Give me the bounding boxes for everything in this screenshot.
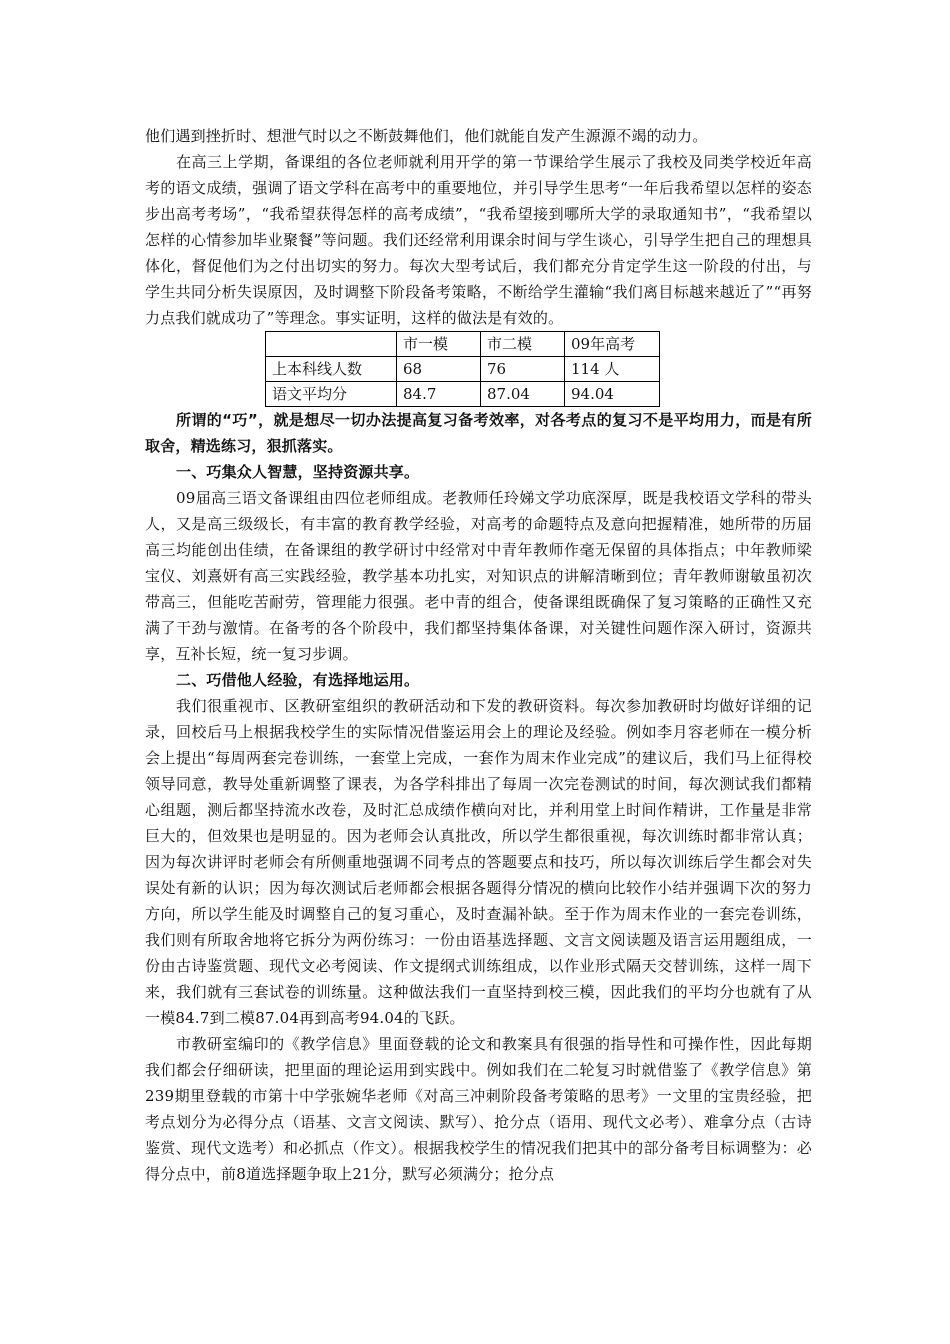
- table-cell: 上本科线人数: [266, 357, 397, 382]
- paragraph-1: 他们遇到挫折时、想泄气时以之不断鼓舞他们，他们就能自发产生源源不竭的动力。: [145, 127, 708, 145]
- table-row: [266, 382, 660, 407]
- paragraph-3: 09届高三语文备课组由四位老师组成。老教师任玲娣文学功底深厚，既是我校语文学科的带头人，又是高三级级长，有丰富的教育教学经验，对高考的命题特点及意向把握精准，她所带的历届高三均能创出佳绩，在备课组的教学研讨中经常对中青年教师作毫无保留的具体指点；中年教师梁宝仪、刘熹妍有高三实践经验，教学基本功扎实，对知识点的讲解清晰到位；青年教师谢敏虽初次带高三，但能吃苦耐劳，管理能力很强。老中青的组合，使备课组既确保了复习策略的正确性又充满了干劲与激情。在备考的各个阶段中，我们都坚持集体备课，对关键性问题作深入研讨，资源共享，互补长短，统一复习步调。: [145, 489, 812, 663]
- section-heading-2: 二、巧借他人经验，有选择地运用。: [176, 671, 420, 689]
- table-header-cell: 市二模: [481, 332, 565, 357]
- table-cell: 114 人: [565, 357, 660, 382]
- table-row: [266, 357, 660, 382]
- paragraph-4: 我们很重视市、区教研室组织的教研活动和下发的教研资料。每次参加教研时均做好详细的记录，回校后马上根据我校学生的实际情况借鉴运用会上的理论及经验。例如李月容老师在一模分析会上提出“每周两套完卷训练，一套堂上完成，一套作为周末作业完成”的建议后，我们马上征得校领导同意，教导处重新调整了课表，为各学科排出了每周一次完卷测试的时间，每次测试我们都精心组题，测后都坚持流水改卷，及时汇总成绩作横向对比，并利用堂上时间作精讲，工作量是非常巨大的，但效果也是明显的。因为老师会认真批改，所以学生都很重视，每次训练时都非常认真；因为每次讲评时老师会有所侧重地强调不同考点的答题要点和技巧，所以每次训练后学生都会对失误处有新的认识；因为每次测试后老师都会根据各题得分情况的横向比较作小结并强调下次的努力方向，所以学生能及时调整自己的复习重心，及时查漏补缺。至于作为周末作业的一套完卷训练，我们则有所取舍地将它拆分为两份练习：一份由语基选择题、文言文阅读题及语言运用题组成，一份由古诗鉴赏题、现代文必考阅读、作文提纲式训练组成，以作业形式隔天交替训练，这样一周下来，我们就有三套试卷的训练量。这种做法我们一直坚持到校三模，因此我们的平均分也就有了从一模84.7到二模87.04再到高考94.04的飞跃。: [145, 697, 812, 1027]
- results-table: [265, 331, 660, 407]
- table-cell: 94.04: [565, 382, 660, 407]
- table-header-row: [266, 332, 660, 357]
- table-header-cell: [266, 332, 397, 357]
- key-point-paragraph: 所谓的“巧”，就是想尽一切办法提高复习备考效率，对各考点的复习不是平均用力，而是有所取舍，精选练习，狠抓落实。: [145, 411, 812, 455]
- table-cell: 76: [481, 357, 565, 382]
- paragraph-5: 市教研室编印的《教学信息》里面登载的论文和教案具有很强的指导性和可操作性，因此每期我们都会仔细研读，把里面的理论运用到实践中。例如我们在二轮复习时就借鉴了《教学信息》第239期里登载的市第十中学张婉华老师《对高三冲刺阶段备考策略的思考》一文里的宝贵经验，把考点划分为必得分点（语基、文言文阅读、默写）、抢分点（语用、现代文必考）、难拿分点（古诗鉴赏、现代文选考）和必抓点（作文）。根据我校学生的情况我们把其中的部分备考目标调整为：必得分点中，前8道选择题争取上21分，默写必须满分；抢分点: [145, 1035, 812, 1183]
- table-cell: 68: [397, 357, 481, 382]
- section-heading-1: 一、巧集众人智慧，坚持资源共享。: [176, 463, 420, 481]
- table-cell: 87.04: [481, 382, 565, 407]
- paragraph-2: 在高三上学期，备课组的各位老师就利用开学的第一节课给学生展示了我校及同类学校近年高考的语文成绩，强调了语文学科在高考中的重要地位，并引导学生思考“一年后我希望以怎样的姿态步出高考考场”，“我希望获得怎样的高考成绩”，“我希望接到哪所大学的录取通知书”，“我希望以怎样的心情参加毕业聚餐”等问题。我们还经常利用课余时间与学生谈心，引导学生把自己的理想具体化，督促他们为之付出切实的努力。每次大型考试后，我们都充分肯定学生这一阶段的付出，与学生共同分析失误原因，及时调整下阶段备考策略，不断给学生灌输“我们离目标越来越近了”“再努力点我们就成功了”等理念。事实证明，这样的做法是有效的。: [145, 153, 812, 327]
- document-body: [145, 123, 812, 1187]
- table-header-cell: 09年高考: [565, 332, 660, 357]
- table-header-cell: 市一模: [397, 332, 481, 357]
- table-cell: 语文平均分: [266, 382, 397, 407]
- table-cell: 84.7: [397, 382, 481, 407]
